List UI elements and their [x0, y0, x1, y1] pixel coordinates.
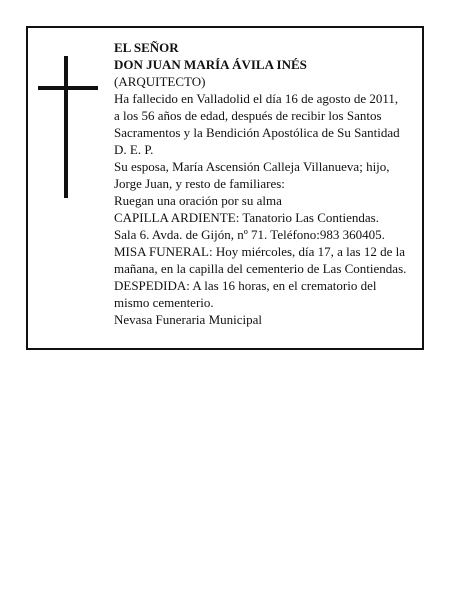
- cross-icon: [38, 56, 98, 198]
- obituary-notice: [26, 26, 424, 350]
- obituary-text: [114, 39, 424, 328]
- funeral-mass-line-1: MISA FUNERAL: Hoy miércoles, día 17, a las 12 de la: [114, 244, 406, 259]
- prayer-request-line: Ruegan una oración por su alma: [114, 193, 282, 208]
- farewell-line-1: DESPEDIDA: A las 16 horas, en el crematorio del: [114, 278, 377, 293]
- wake-line-2: Sala 6. Avda. de Gijón, nº 71. Teléfono:983 360405.: [114, 227, 385, 242]
- rip-line: D. E. P.: [114, 142, 154, 157]
- family-line-2: Jorge Juan, y resto de familiares:: [114, 176, 285, 191]
- cross-horizontal-bar: [38, 86, 98, 90]
- farewell-line-2: mismo cementerio.: [114, 295, 214, 310]
- family-line-1: Su esposa, María Ascensión Calleja Villanueva; hijo,: [114, 159, 390, 174]
- honorific-line: EL SEÑOR: [114, 40, 179, 55]
- death-announcement-line-1: Ha fallecido en Valladolid el día 16 de agosto de 2011,: [114, 91, 399, 106]
- funeral-home-line: Nevasa Funeraria Municipal: [114, 312, 263, 327]
- death-announcement-line-3: Sacramentos y la Bendición Apostólica de Su Santidad: [114, 125, 400, 140]
- wake-line-1: CAPILLA ARDIENTE: Tanatorio Las Contiendas.: [114, 210, 379, 225]
- profession-line: (ARQUITECTO): [114, 74, 206, 89]
- deceased-name: DON JUAN MARÍA ÁVILA INÉS: [114, 57, 307, 72]
- funeral-mass-line-2: mañana, en la capilla del cementerio de Las Contiendas.: [114, 261, 407, 276]
- death-announcement-line-2: a los 56 años de edad, después de recibir los Santos: [114, 108, 382, 123]
- cross-vertical-bar: [64, 56, 68, 198]
